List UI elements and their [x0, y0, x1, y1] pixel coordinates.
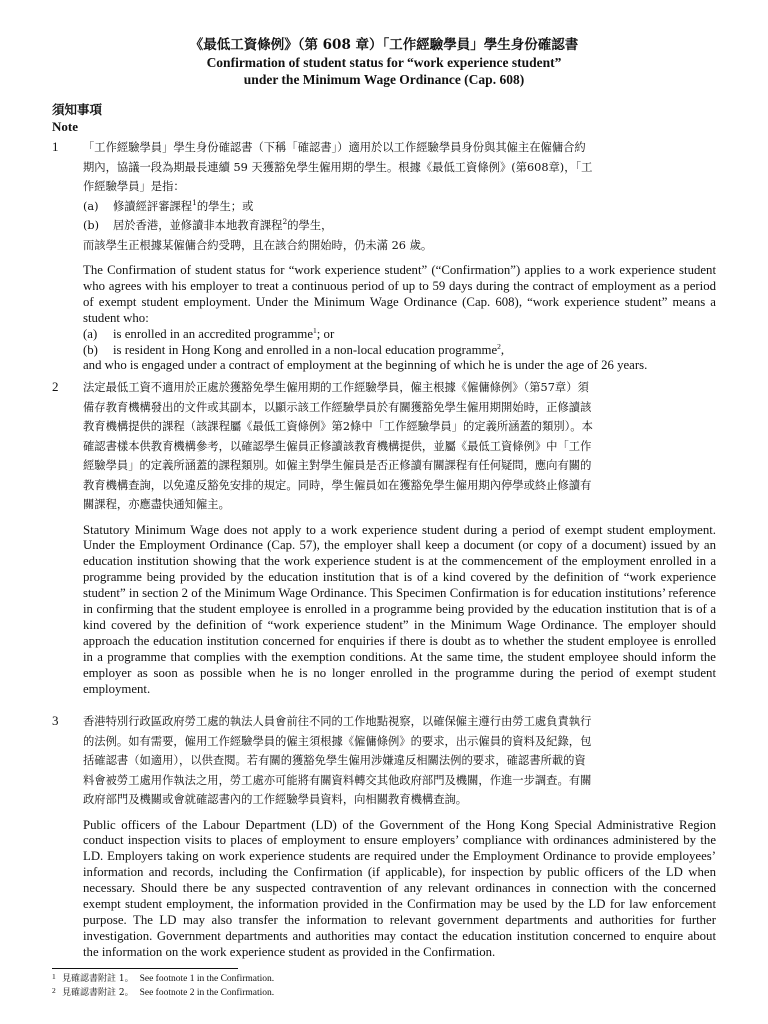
- chinese-line: 作經驗學員」是指：: [83, 180, 185, 193]
- title-english-line-1: Confirmation of student status for “work experience student”: [206, 55, 562, 70]
- chinese-line: 料會被勞工處用作執法之用，勞工處亦可能將有關資料轉交其他政府部門及機關，作進一步調查。有關: [83, 773, 592, 787]
- chinese-line: 期內，協議一段為期最長連續 59 天獲豁免學生僱用期的學生。根據《最低工資條例》(第608章)，「工: [83, 160, 593, 174]
- chinese-line: 的法例。如有需要，僱用工作經驗學員的僱主須根據《僱傭條例》的要求，出示僱員的資料及紀錄，包: [83, 734, 592, 748]
- chinese-line: 教育機構提供的課程（該課程屬《最低工資條例》第2條中「工作經驗學員」的定義所涵蓋的類別）。本: [83, 420, 593, 433]
- sub-item-text: 居於香港，並修讀非本地教育課程$^2$的學生，: [113, 217, 333, 232]
- sub-item-label: (b): [83, 219, 100, 232]
- footnote-divider: [52, 968, 238, 969]
- footnote-chinese: 見確認書附註 1。: [62, 974, 134, 984]
- footnote-chinese: 見確認書附註 2。: [62, 988, 134, 998]
- chinese-line: 法定最低工資不適用於正處於獲豁免學生僱用期的工作經驗學員，僱主根據《僱傭條例》（第57章）須: [83, 381, 589, 394]
- notice-heading-english: Note: [52, 119, 78, 134]
- chinese-line: 香港特別行政區政府勞工處的執法人員會前往不同的工作地點視察，以確保僱主遵行由勞工處負責執行: [83, 715, 592, 728]
- chinese-line: 括確認書（如適用），以供查閱。若有關的獲豁免學生僱用涉嫌違反相關法例的要求，確認書所載的資: [83, 754, 586, 767]
- footnotes: [52, 972, 716, 1000]
- chinese-line: 而該學生正根據某僱傭合約受聘，且在該合約開始時，仍未滿 26 歲。: [83, 238, 433, 252]
- note-body: [83, 378, 716, 697]
- note-body: [83, 712, 716, 961]
- title-english-line-2: under the Minimum Wage Ordinance (Cap. 608): [243, 72, 525, 87]
- footnote-2: [52, 986, 716, 1000]
- english-paragraph: The Confirmation of student status for “work experience student” (“Confirmation”) applies to a work experience student who agrees with his employer to treat a continuous period of up to 59 days during the contract of employment as a period of exempt student employment. Under the Minimum Wage Ordinance (Cap. 608), “work experience student” means a student who:: [83, 263, 716, 325]
- chinese-line: 教育機構查詢，以免違反豁免安排的規定。同時，學生僱員如在獲豁免學生僱用期內停學或終止修讀有: [83, 478, 592, 492]
- note-body: [83, 138, 716, 374]
- footnote-1: [52, 972, 716, 986]
- footnote-ref: 1: [192, 197, 197, 207]
- sub-item-label: (a): [83, 199, 99, 213]
- title-chinese: 《最低工資條例》（第 608 章）「工作經驗學員」學生身份確認書: [189, 37, 579, 53]
- chinese-sub-item-a: [83, 197, 716, 217]
- footnote-ref: 2: [497, 341, 501, 351]
- footnote-english: See footnote 1 in the Confirmation.: [139, 974, 275, 984]
- english-paragraph: Public officers of the Labour Department (LD) of the Government of the Hong Kong Special Administrative Region conduct inspection visits to places of employment to ensure employers’ compliance with ordinances administered by the LD. Employers taking on work experience students are required under the Employment Ordinance to provide employees’ information and records, including the Confirmation (if applicable), for inspection by public officers of the LD when necessary. Should there be any suspected contravention of any relevant ordinances in connection with the concerned exempt student employment, the information provided in the Confirmation may be used by the LD for law enforcement purpose. The LD may also transfer the information to relevant government departments and authorities for further investigation. Government departments and authorities may contact the education institution concerned to enquire about the information on the work experience student as provided in the Confirmation.: [83, 817, 716, 959]
- english-sub-item-a: [83, 327, 716, 343]
- english-paragraph: Statutory Minimum Wage does not apply to a work experience student during a period of exempt student employment. Under the Employment Ordinance (Cap. 57), the employer shall keep a document (or copy of a document) issued by an education institution showing that the work experience student is at the commencement of the employment enrolled in a programme being provided by the education institution that is of a kind covered by the definition of “work experience student” in section 2 of the Minimum Wage Ordinance. This Specimen Confirmation is for education institutions’ reference in confirming that the student employee is enrolled in a programme being provided by the education institution that is of a kind covered by the definition of “work experience student” in the Minimum Wage Ordinance. The employer should approach the education institution concerned for enquiries if there is doubt as to whether the student employee is enrolled in a programme that complies with the exemption conditions. At the same time, the student employee should inform the employer as soon as possible when he is no longer enrolled in the programme during the period of exempt student employment.: [83, 522, 716, 696]
- note-number: 2: [52, 379, 59, 394]
- chinese-line: 政府部門及機關或會就確認書內的工作經驗學員資料，向相關教育機構查詢。: [83, 793, 468, 806]
- footnote-mark: 2: [52, 986, 56, 995]
- chinese-sub-item-b: [83, 216, 716, 236]
- chinese-line: 關課程，亦應盡快通知僱主。: [83, 498, 230, 511]
- chinese-line: 確認書樣本供教育機構參考，以確認學生僱員正修讀該教育機構提供，並屬《最低工資條例》中「工作: [83, 439, 592, 453]
- sub-item-text: is resident in Hong Kong and enrolled in a non-local education programme$^2$,: [113, 341, 505, 357]
- footnote-english: See footnote 2 in the Confirmation.: [139, 988, 275, 998]
- note-number: 3: [52, 713, 59, 728]
- english-line: and who is engaged under a contract of employment at the beginning of which he is under the age of 26 years.: [83, 358, 648, 373]
- footnote-ref: 2: [282, 217, 288, 226]
- english-sub-item-b: [83, 343, 716, 359]
- sub-item-text: 修讀經評審課程$^1$的學生；或: [113, 197, 254, 213]
- notice-heading: [52, 101, 102, 135]
- chinese-line: 經驗學員」的定義所涵蓋的課程類別。如僱主對學生僱員是否正修讀有關課程有任何疑問，應向有關的: [83, 459, 592, 472]
- footnote-mark: 1: [52, 972, 56, 981]
- document-title: [52, 36, 716, 88]
- chinese-line: 「工作經驗學員」學生身份確認書（下稱「確認書」）適用於以工作經驗學員身份與其僱主在僱傭合約: [83, 141, 586, 154]
- chinese-line: 備存教育機構發出的文件或其副本，以顯示該工作經驗學員於有關獲豁免學生僱用期開始時，正修讀該: [83, 400, 592, 414]
- sub-item-label: (a): [83, 326, 98, 341]
- notice-heading-chinese: 須知事項: [52, 102, 103, 117]
- sub-item-text: is enrolled in an accredited programme$^1$; or: [113, 325, 335, 341]
- note-number: 1: [52, 139, 59, 154]
- footnote-ref: 1: [313, 325, 317, 335]
- sub-item-label: (b): [83, 342, 98, 357]
